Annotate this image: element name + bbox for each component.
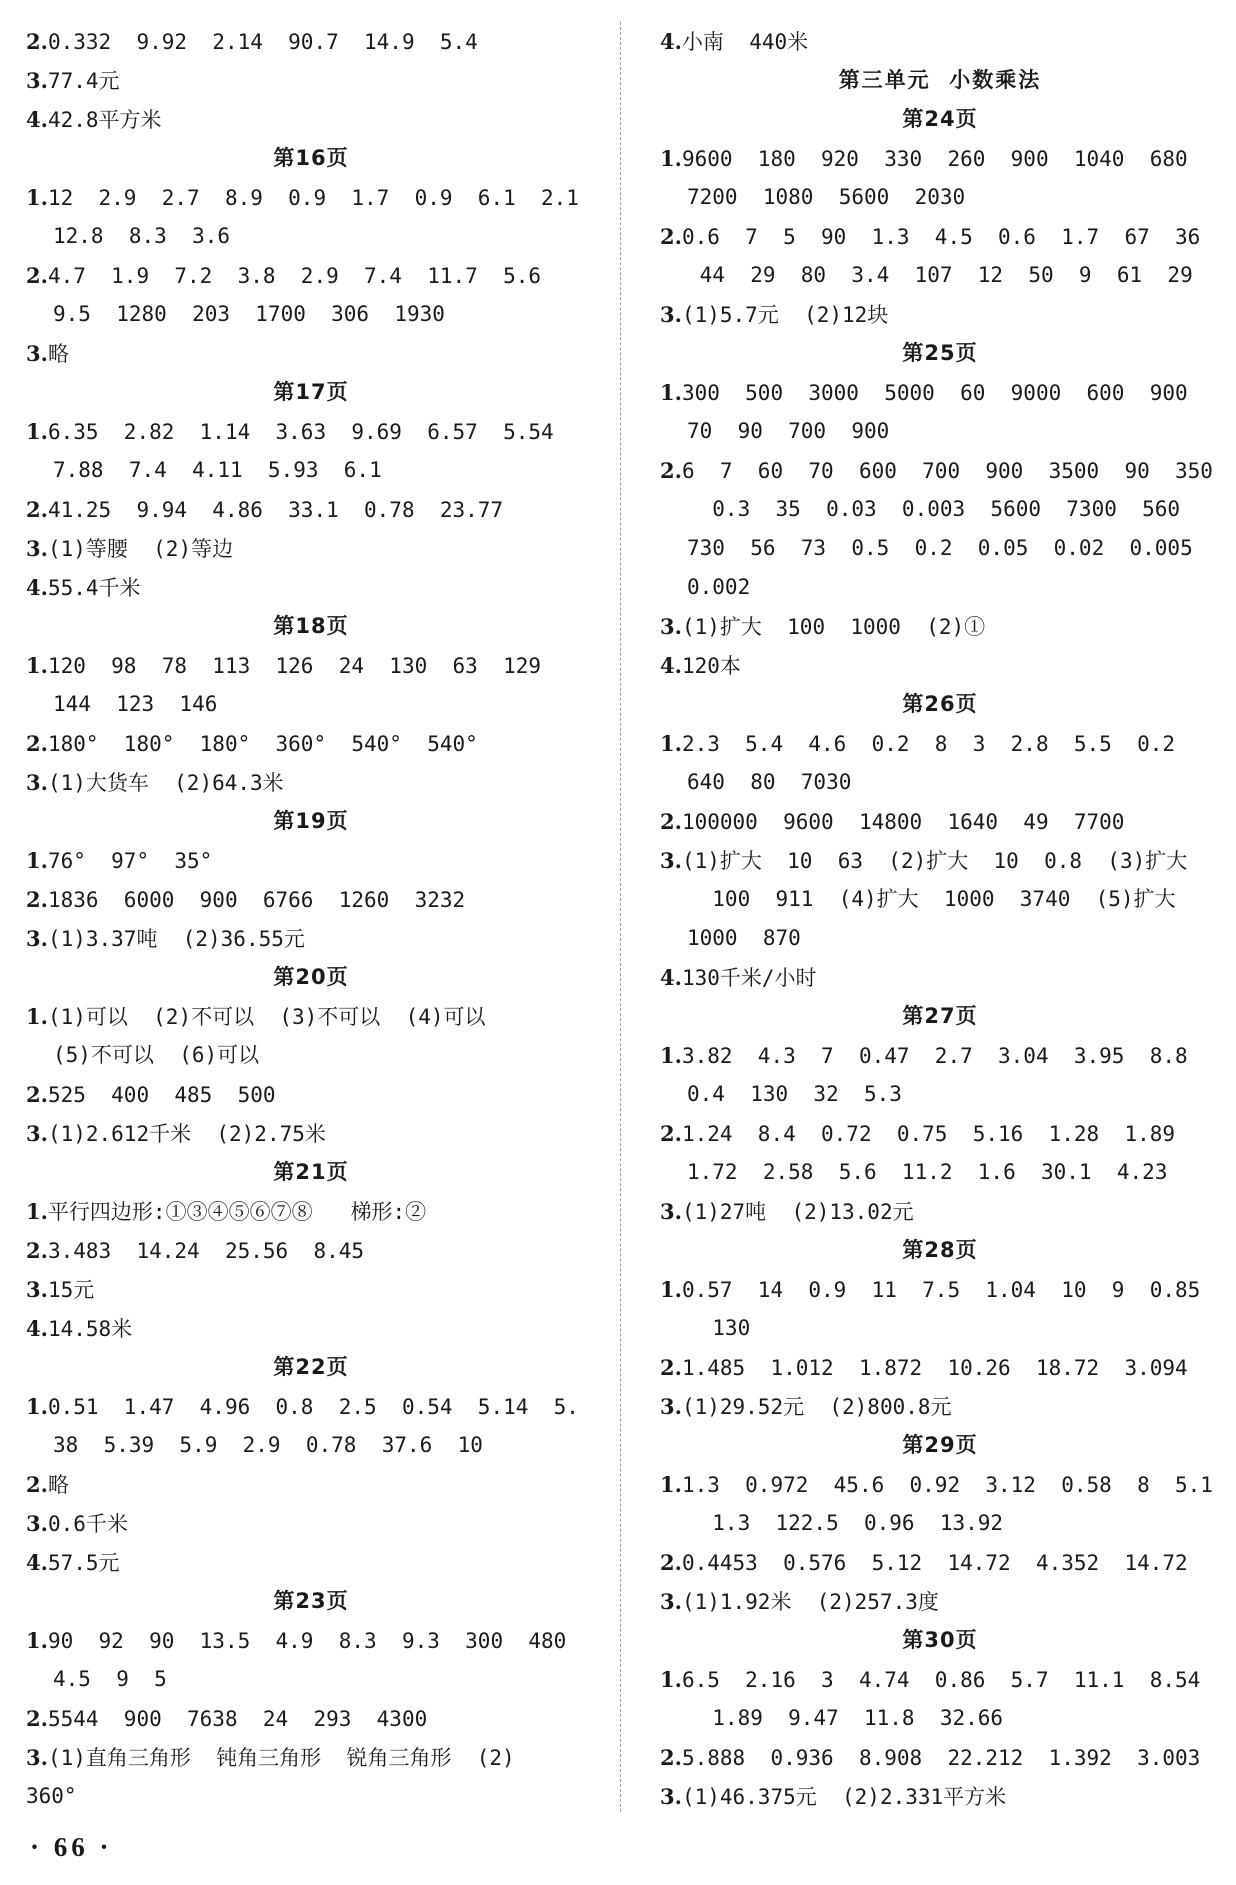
page-heading: 第21页 (273, 1160, 349, 1184)
page-number: · 66 · (30, 1832, 113, 1862)
answer-line (26, 1543, 596, 1582)
question-number: 1. (26, 419, 48, 444)
answer-text: (1)5.7元 (2)12块 (681, 303, 889, 327)
answer-text: 平行四边形:①③④⑤⑥⑦⑧ 梯形:② (47, 1200, 427, 1224)
answer-line (26, 61, 596, 100)
answer-text: (1)直角三角形 钝角三角形 锐角三角形 (2) (47, 1746, 515, 1770)
question-number: 2. (660, 458, 682, 483)
answer-text: 略 (47, 342, 69, 366)
answer-text: (1)可以 (2)不可以 (3)不可以 (4)可以 (47, 1005, 486, 1029)
answer-line (26, 919, 596, 958)
answer-text: 1.485 1.012 1.872 10.26 18.72 3.094 (681, 1356, 1188, 1380)
question-number: 3. (660, 1784, 682, 1809)
question-number: 3. (660, 302, 682, 327)
answer-line (660, 1777, 1220, 1816)
answer-continuation: 0.002 (687, 575, 751, 599)
question-number: 1. (660, 1043, 682, 1068)
answer-continuation: 1.89 9.47 11.8 32.66 (687, 1706, 1004, 1730)
answer-line (26, 1192, 596, 1231)
question-number: 2. (660, 1121, 682, 1146)
page-heading: 第22页 (273, 1355, 349, 1379)
answer-line (26, 724, 596, 763)
answer-continuation: (5)不可以 (6)可以 (53, 1043, 260, 1067)
question-number: 1. (26, 848, 48, 873)
answer-continuation: 7.88 7.4 4.11 5.93 6.1 (53, 458, 382, 482)
answer-text: (1)扩大 10 63 (2)扩大 10 0.8 (3)扩大 (681, 849, 1188, 873)
unit-heading: 第三单元 小数乘法 (838, 68, 1042, 92)
page-heading: 第17页 (273, 380, 349, 404)
answer-continuation: 1.72 2.58 5.6 11.2 1.6 30.1 4.23 (687, 1160, 1168, 1184)
question-number: 3. (26, 1277, 48, 1302)
answer-text: (1)等腰 (2)等边 (47, 537, 234, 561)
page-heading: 第27页 (902, 1004, 978, 1028)
answer-continuation: 1.3 122.5 0.96 13.92 (687, 1511, 1004, 1535)
answer-line (660, 139, 1220, 178)
answer-line (660, 958, 1220, 997)
answer-text: 4.7 1.9 7.2 3.8 2.9 7.4 11.7 5.6 (47, 264, 542, 288)
answer-text: (1)27吨 (2)13.02元 (681, 1200, 914, 1224)
answer-text: 180° 180° 180° 360° 540° 540° (47, 732, 478, 756)
answer-line (660, 724, 1220, 763)
answer-text: 0.4453 0.576 5.12 14.72 4.352 14.72 (681, 1551, 1188, 1575)
question-number: 2. (26, 731, 48, 756)
answer-line (26, 1075, 596, 1114)
answer-continuation: 9.5 1280 203 1700 306 1930 (53, 302, 445, 326)
page-heading: 第30页 (902, 1628, 978, 1652)
question-number: 1. (660, 1472, 682, 1497)
page-heading: 第28页 (902, 1238, 978, 1262)
answer-text: 300 500 3000 5000 60 9000 600 900 (681, 381, 1188, 405)
page-heading: 第29页 (902, 1433, 978, 1457)
answer-line (26, 568, 596, 607)
answer-line (660, 1738, 1220, 1777)
page-heading: 第23页 (273, 1589, 349, 1613)
question-number: 1. (26, 1628, 48, 1653)
answer-text: 77.4元 (47, 69, 120, 93)
question-number: 1. (26, 185, 48, 210)
answer-text: 5.888 0.936 8.908 22.212 1.392 3.003 (681, 1746, 1201, 1770)
answer-text: 6 7 60 70 600 700 900 3500 90 350 (681, 459, 1213, 483)
page-heading: 第20页 (273, 965, 349, 989)
answer-text: 525 400 485 500 (47, 1083, 276, 1107)
question-number: 3. (26, 770, 48, 795)
answer-continuation: 130 (687, 1316, 751, 1340)
question-number: 3. (26, 1511, 48, 1536)
question-number: 2. (660, 1550, 682, 1575)
question-number: 1. (660, 146, 682, 171)
answer-line (660, 295, 1220, 334)
answer-text: (1)大货车 (2)64.3米 (47, 771, 284, 795)
answer-line (660, 1465, 1220, 1504)
answer-continuation: 100 911 (4)扩大 1000 3740 (5)扩大 (687, 887, 1176, 911)
answer-text: 0.332 9.92 2.14 90.7 14.9 5.4 (47, 30, 478, 54)
answer-line (660, 607, 1220, 646)
question-number: 2. (26, 497, 48, 522)
answer-line (26, 1621, 596, 1660)
answer-text: 100000 9600 14800 1640 49 7700 (681, 810, 1125, 834)
answer-line (660, 802, 1220, 841)
answer-text: 0.6 7 5 90 1.3 4.5 0.6 1.7 67 36 (681, 225, 1201, 249)
answer-continuation: 1000 870 (687, 926, 801, 950)
answer-line (660, 841, 1220, 880)
answer-line (660, 1348, 1220, 1387)
answer-continuation: 4.5 9 5 (53, 1667, 167, 1691)
answer-line (26, 1504, 596, 1543)
page-heading: 第24页 (902, 107, 978, 131)
answer-text: 0.57 14 0.9 11 7.5 1.04 10 9 0.85 (681, 1278, 1201, 1302)
answer-line (660, 1387, 1220, 1426)
answer-line (26, 22, 596, 61)
answer-line (26, 646, 596, 685)
answer-line (26, 1387, 596, 1426)
answer-continuation: 44 29 80 3.4 107 12 50 9 61 29 (687, 263, 1193, 287)
answer-text: 1.3 0.972 45.6 0.92 3.12 0.58 8 5.1 (681, 1473, 1213, 1497)
answer-line (26, 1231, 596, 1270)
answer-line (26, 880, 596, 919)
answer-text: (1)1.92米 (2)257.3度 (681, 1590, 939, 1614)
answer-text: 90 92 90 13.5 4.9 8.3 9.3 300 480 (47, 1629, 567, 1653)
answer-text: 3.82 4.3 7 0.47 2.7 3.04 3.95 8.8 (681, 1044, 1188, 1068)
answer-continuation: 38 5.39 5.9 2.9 0.78 37.6 10 (53, 1433, 483, 1457)
answer-text: 6.35 2.82 1.14 3.63 9.69 6.57 5.54 (47, 420, 554, 444)
question-number: 2. (660, 224, 682, 249)
answer-continuation: 360° (26, 1784, 77, 1808)
question-number: 2. (660, 1355, 682, 1380)
answer-text: 6.5 2.16 3 4.74 0.86 5.7 11.1 8.54 (681, 1668, 1201, 1692)
answer-line (26, 412, 596, 451)
question-number: 2. (26, 263, 48, 288)
question-number: 3. (26, 1121, 48, 1146)
answer-text: 12 2.9 2.7 8.9 0.9 1.7 0.9 6.1 2.1 (47, 186, 579, 210)
answer-text: 2.3 5.4 4.6 0.2 8 3 2.8 5.5 0.2 (681, 732, 1176, 756)
answer-line (660, 1036, 1220, 1075)
answer-line (660, 217, 1220, 256)
question-number: 2. (26, 1238, 48, 1263)
answer-continuation: 0.4 130 32 5.3 (687, 1082, 902, 1106)
question-number: 2. (660, 809, 682, 834)
answer-line (26, 490, 596, 529)
page-heading: 第16页 (273, 146, 349, 170)
answer-text: 76° 97° 35° (47, 849, 213, 873)
answer-text: 120 98 78 113 126 24 130 63 129 (47, 654, 542, 678)
question-number: 3. (26, 1745, 48, 1770)
answer-line (660, 1114, 1220, 1153)
answer-continuation: 70 90 700 900 (687, 419, 890, 443)
answer-line (660, 1543, 1220, 1582)
answer-line (26, 1699, 596, 1738)
question-number: 1. (26, 1004, 48, 1029)
answer-continuation: 640 80 7030 (687, 770, 852, 794)
answer-text: (1)46.375元 (2)2.331平方米 (681, 1785, 1007, 1809)
question-number: 3. (26, 68, 48, 93)
page-heading: 第18页 (273, 614, 349, 638)
answer-continuation: 730 56 73 0.5 0.2 0.05 0.02 0.005 (687, 536, 1193, 560)
answer-line (26, 256, 596, 295)
answer-text: 14.58米 (47, 1317, 133, 1341)
answer-line (660, 1192, 1220, 1231)
question-number: 3. (26, 536, 48, 561)
question-number: 4. (26, 1550, 48, 1575)
answer-line (26, 1738, 596, 1777)
question-number: 3. (26, 341, 48, 366)
answer-line (660, 646, 1220, 685)
question-number: 4. (26, 1316, 48, 1341)
question-number: 3. (660, 848, 682, 873)
question-number: 3. (660, 1589, 682, 1614)
answer-line (660, 373, 1220, 412)
answer-text: (1)29.52元 (2)800.8元 (681, 1395, 952, 1419)
answer-text: 略 (47, 1473, 69, 1497)
question-number: 4. (660, 653, 682, 678)
answer-line (660, 451, 1220, 490)
answer-text: 0.51 1.47 4.96 0.8 2.5 0.54 5.14 5. (47, 1395, 579, 1419)
answer-text: 小南 440米 (681, 30, 809, 54)
answer-text: 120本 (681, 654, 741, 678)
answer-text: 55.4千米 (47, 576, 141, 600)
answer-text: 15元 (47, 1278, 95, 1302)
question-number: 1. (660, 380, 682, 405)
answer-text: 57.5元 (47, 1551, 120, 1575)
answer-text: (1)3.37吨 (2)36.55元 (47, 927, 305, 951)
answer-line (26, 529, 596, 568)
left-column (26, 22, 596, 1816)
answer-line (660, 22, 1220, 61)
answer-line (26, 997, 596, 1036)
answer-line (26, 763, 596, 802)
question-number: 3. (660, 1394, 682, 1419)
question-number: 1. (26, 1199, 48, 1224)
question-number: 4. (660, 29, 682, 54)
page-heading: 第26页 (902, 692, 978, 716)
answer-continuation: 12.8 8.3 3.6 (53, 224, 231, 248)
answer-continuation: 0.3 35 0.03 0.003 5600 7300 560 (687, 497, 1181, 521)
column-divider (620, 22, 621, 1812)
answer-line (26, 178, 596, 217)
answer-continuation: 7200 1080 5600 2030 (687, 185, 966, 209)
answer-line (26, 100, 596, 139)
answer-line (26, 1114, 596, 1153)
question-number: 3. (26, 926, 48, 951)
answer-text: 0.6千米 (47, 1512, 128, 1536)
question-number: 1. (26, 653, 48, 678)
answer-line (26, 1309, 596, 1348)
answer-line (660, 1582, 1220, 1621)
answer-text: 5544 900 7638 24 293 4300 (47, 1707, 428, 1731)
answer-line (26, 841, 596, 880)
question-number: 2. (26, 1706, 48, 1731)
answer-text: 41.25 9.94 4.86 33.1 0.78 23.77 (47, 498, 504, 522)
question-number: 1. (660, 731, 682, 756)
question-number: 2. (660, 1745, 682, 1770)
page-heading: 第19页 (273, 809, 349, 833)
answer-text: (1)扩大 100 1000 (2)① (681, 615, 986, 639)
answer-continuation: 144 123 146 (53, 692, 218, 716)
question-number: 3. (660, 614, 682, 639)
question-number: 1. (660, 1667, 682, 1692)
question-number: 2. (26, 1472, 48, 1497)
answer-line (660, 1660, 1220, 1699)
question-number: 2. (26, 887, 48, 912)
right-column (660, 22, 1220, 1816)
question-number: 4. (26, 575, 48, 600)
answer-text: 9600 180 920 330 260 900 1040 680 (681, 147, 1188, 171)
answer-text: 1.24 8.4 0.72 0.75 5.16 1.28 1.89 (681, 1122, 1176, 1146)
question-number: 3. (660, 1199, 682, 1224)
question-number: 2. (26, 29, 48, 54)
answer-text: (1)2.612千米 (2)2.75米 (47, 1122, 326, 1146)
answer-line (660, 1270, 1220, 1309)
answer-text: 1836 6000 900 6766 1260 3232 (47, 888, 466, 912)
question-number: 1. (660, 1277, 682, 1302)
question-number: 2. (26, 1082, 48, 1107)
answer-text: 130千米/小时 (681, 966, 817, 990)
answer-line (26, 334, 596, 373)
answer-text: 42.8平方米 (47, 108, 162, 132)
question-number: 1. (26, 1394, 48, 1419)
question-number: 4. (26, 107, 48, 132)
question-number: 4. (660, 965, 682, 990)
page-heading: 第25页 (902, 341, 978, 365)
answer-line (26, 1465, 596, 1504)
answer-line (26, 1270, 596, 1309)
answer-text: 3.483 14.24 25.56 8.45 (47, 1239, 365, 1263)
